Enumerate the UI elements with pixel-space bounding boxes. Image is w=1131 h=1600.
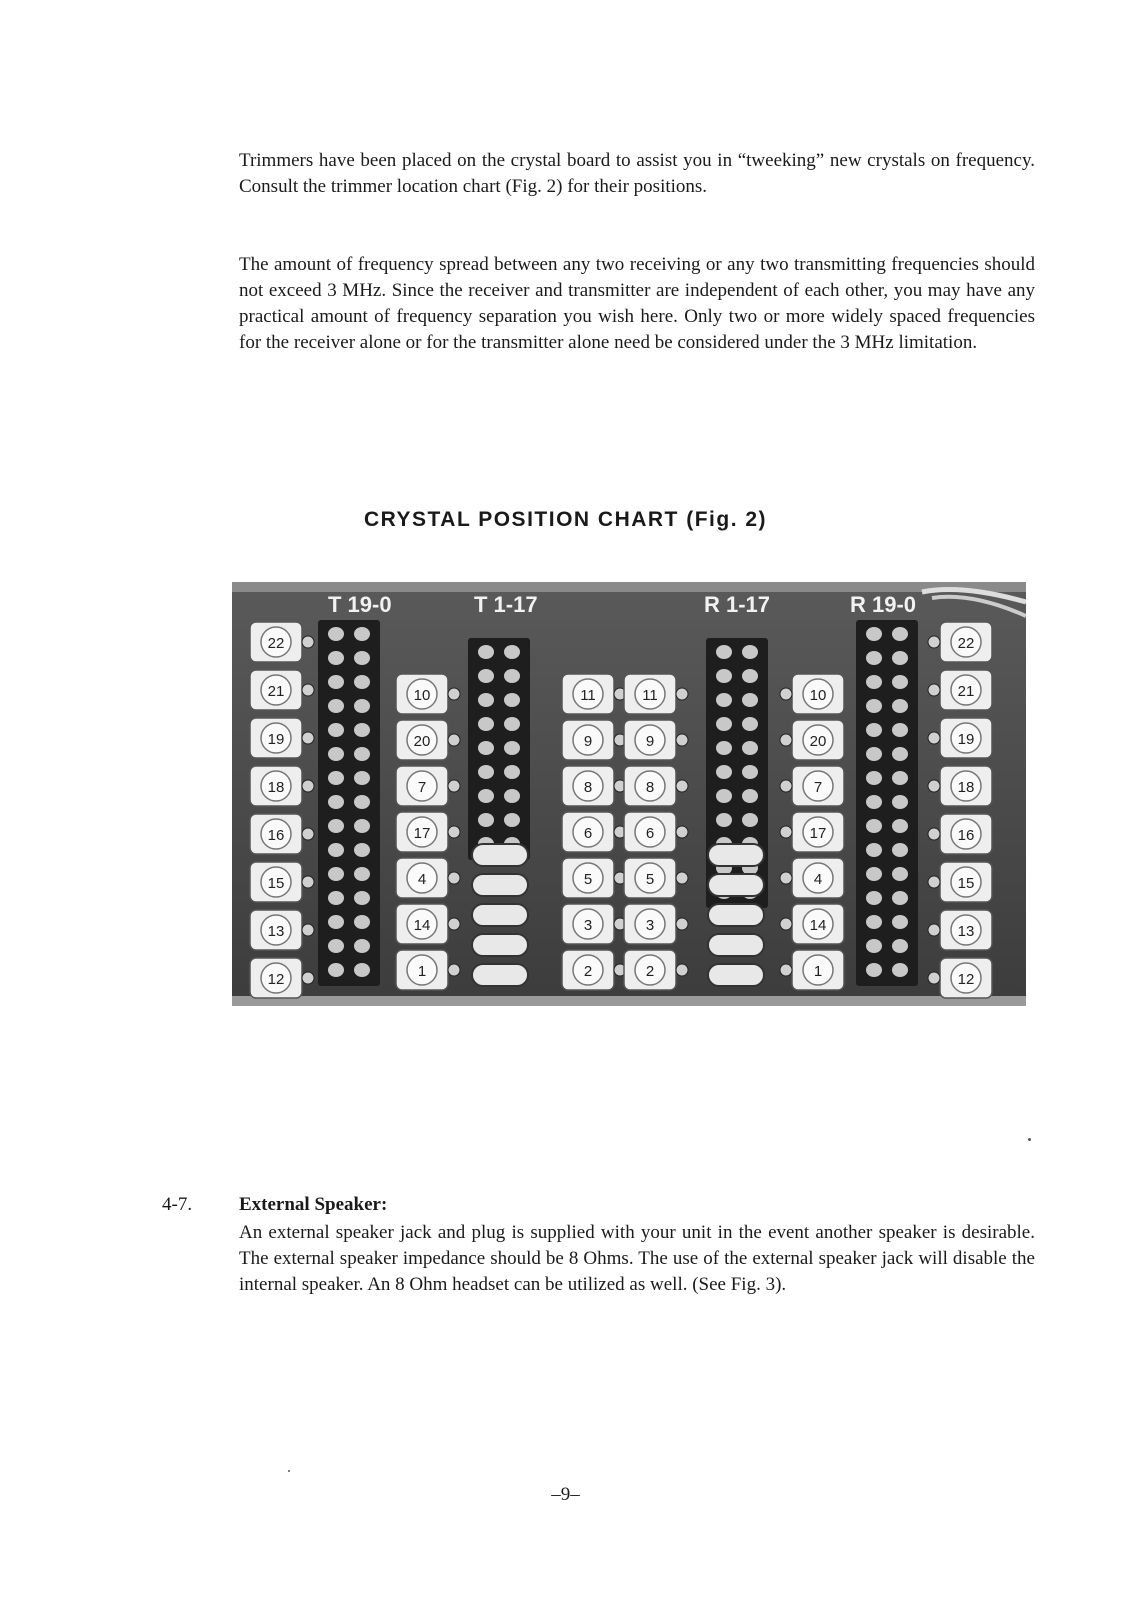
- socket-pin: [892, 939, 908, 953]
- socket-pin: [328, 819, 344, 833]
- socket-pin: [866, 699, 882, 713]
- trimmer-screw: [302, 636, 314, 648]
- socket-pin: [354, 963, 370, 977]
- socket-pin: [328, 915, 344, 929]
- trimmer-number: 14: [413, 917, 431, 934]
- socket-pin: [866, 939, 882, 953]
- page-number: –9–: [551, 1484, 580, 1505]
- trimmer-screw: [448, 780, 460, 792]
- socket-strip: [468, 638, 530, 860]
- socket-pin: [328, 699, 344, 713]
- trimmer-screw: [928, 684, 940, 696]
- socket-pin: [354, 723, 370, 737]
- capacitor: [708, 904, 764, 926]
- trimmer-screw: [448, 826, 460, 838]
- trimmer-screw: [780, 780, 792, 792]
- socket-pin: [354, 843, 370, 857]
- socket-pin: [742, 669, 758, 683]
- socket-pin: [866, 891, 882, 905]
- trimmer-number: 9: [583, 733, 593, 750]
- socket-pin: [478, 717, 494, 731]
- trimmer-number: 3: [583, 917, 593, 934]
- socket-pin: [328, 795, 344, 809]
- socket-pin: [478, 645, 494, 659]
- external-speaker-paragraph: An external speaker jack and plug is supplied with your unit in the event another speaker is desirable. The external speaker impedance should be 8 Ohms. The use of the external speaker jack will disable the internal speaker. An 8 Ohm headset can be utilized as well. (See Fig. 3).: [239, 1222, 1035, 1295]
- socket-pin: [504, 813, 520, 827]
- socket-pin: [892, 843, 908, 857]
- socket-pin: [892, 963, 908, 977]
- capacitor: [708, 934, 764, 956]
- socket-pin: [328, 675, 344, 689]
- socket-pin: [892, 651, 908, 665]
- trimmer-number: 11: [642, 687, 658, 704]
- frequency-spread-paragraph: The amount of frequency spread between any two receiving or any two transmitting frequencies should not exceed 3 MHz. Since the receiver and transmitter are independent of each other, you may have any practical amount of frequency separation you wish here. Only two or more widely spaced frequencies for the receiver alone or for the transmitter alone need be considered under the 3 MHz limitation.: [239, 254, 1035, 353]
- capacitor: [708, 964, 764, 986]
- socket-pin: [328, 963, 344, 977]
- section-number: 4-7.: [162, 1194, 193, 1215]
- socket-pin: [354, 675, 370, 689]
- socket-pin: [716, 813, 732, 827]
- capacitor: [472, 934, 528, 956]
- socket-pin: [892, 795, 908, 809]
- trimmer-number: 18: [957, 779, 975, 796]
- socket-pin: [504, 645, 520, 659]
- figure-title: CRYSTAL POSITION CHART (Fig. 2): [363, 508, 768, 531]
- trimmer-number: 3: [645, 917, 655, 934]
- socket-pin: [866, 963, 882, 977]
- socket-pin: [866, 795, 882, 809]
- trimmer-screw: [780, 826, 792, 838]
- socket-pin: [866, 747, 882, 761]
- socket-pin: [504, 669, 520, 683]
- trimmer-number: 16: [957, 827, 975, 844]
- print-speck: [288, 1470, 290, 1472]
- socket-pin: [328, 771, 344, 785]
- trimmer-number: 22: [267, 635, 285, 652]
- capacitor: [472, 844, 528, 866]
- trimmer-number: 22: [957, 635, 975, 652]
- board-label-r1: R 1-17: [704, 592, 771, 617]
- trimmer-number: 10: [413, 687, 431, 704]
- socket-pin: [354, 867, 370, 881]
- socket-pin: [866, 651, 882, 665]
- socket-pin: [742, 789, 758, 803]
- trimmer-screw: [302, 972, 314, 984]
- trimmer-screw: [780, 872, 792, 884]
- trimmer-number: 5: [583, 871, 593, 888]
- trimmer-screw: [928, 636, 940, 648]
- socket-pin: [328, 651, 344, 665]
- socket-pin: [504, 693, 520, 707]
- socket-pin: [354, 939, 370, 953]
- trimmer-number: 17: [413, 825, 431, 842]
- board-label-r19: R 19-0: [850, 592, 917, 617]
- socket-pin: [478, 669, 494, 683]
- socket-pin: [742, 765, 758, 779]
- trimmer-number: 5: [645, 871, 655, 888]
- trimmer-number: 14: [809, 917, 827, 934]
- trimmer-number: 8: [645, 779, 655, 796]
- socket-pin: [892, 627, 908, 641]
- trimmer-number: 15: [957, 875, 975, 892]
- socket-pin: [478, 765, 494, 779]
- trimmer-number: 20: [809, 733, 827, 750]
- trimmer-number: 18: [267, 779, 285, 796]
- socket-pin: [892, 915, 908, 929]
- trimmer-screw: [448, 872, 460, 884]
- trimmer-number: 4: [813, 871, 823, 888]
- trimmer-screw: [302, 828, 314, 840]
- trimmer-number: 20: [413, 733, 431, 750]
- socket-pin: [742, 741, 758, 755]
- trimmer-number: 19: [267, 731, 285, 748]
- socket-pin: [328, 723, 344, 737]
- socket-pin: [716, 693, 732, 707]
- socket-strip: [706, 638, 768, 908]
- socket-pin: [354, 891, 370, 905]
- socket-pin: [328, 939, 344, 953]
- socket-pin: [354, 915, 370, 929]
- socket-pin: [892, 867, 908, 881]
- socket-pin: [742, 813, 758, 827]
- socket-pin: [504, 717, 520, 731]
- trimmer-number: 2: [645, 963, 655, 980]
- capacitor: [708, 874, 764, 896]
- socket-pin: [892, 819, 908, 833]
- board-label-t1: T 1-17: [474, 592, 538, 617]
- trimmer-number: 6: [583, 825, 593, 842]
- trimmer-number: 12: [957, 971, 975, 988]
- socket-pin: [716, 645, 732, 659]
- socket-pin: [504, 741, 520, 755]
- socket-pin: [354, 627, 370, 641]
- socket-pin: [892, 699, 908, 713]
- print-speck: [1028, 1138, 1031, 1141]
- socket-pin: [866, 843, 882, 857]
- trimmer-screw: [780, 734, 792, 746]
- trimmer-screw: [676, 964, 688, 976]
- trimmer-number: 21: [267, 683, 285, 700]
- socket-pin: [892, 723, 908, 737]
- trimmer-screw: [928, 924, 940, 936]
- socket-pin: [866, 915, 882, 929]
- trimmer-number: 13: [957, 923, 975, 940]
- trimmer-screw: [676, 688, 688, 700]
- socket-pin: [866, 867, 882, 881]
- trimmer-number: 2: [583, 963, 593, 980]
- trimmer-number: 13: [267, 923, 285, 940]
- trimmer-screw: [448, 688, 460, 700]
- section-title: External Speaker:: [239, 1194, 388, 1215]
- trimmer-number: 7: [417, 779, 427, 796]
- trimmer-screw: [928, 876, 940, 888]
- socket-pin: [866, 723, 882, 737]
- socket-pin: [354, 651, 370, 665]
- trimmer-screw: [448, 734, 460, 746]
- trimmer-number: 16: [267, 827, 285, 844]
- socket-pin: [716, 717, 732, 731]
- socket-pin: [742, 717, 758, 731]
- socket-pin: [478, 789, 494, 803]
- trimmer-screw: [928, 828, 940, 840]
- socket-strip: [318, 620, 380, 986]
- socket-strip: [856, 620, 918, 986]
- socket-pin: [354, 747, 370, 761]
- socket-pin: [742, 645, 758, 659]
- trimmer-screw: [448, 918, 460, 930]
- trimmer-screw: [928, 732, 940, 744]
- board-label-t19: T 19-0: [328, 592, 392, 617]
- socket-pin: [866, 627, 882, 641]
- trimmer-screw: [302, 780, 314, 792]
- trimmer-screw: [676, 872, 688, 884]
- socket-pin: [478, 741, 494, 755]
- socket-pin: [354, 819, 370, 833]
- capacitor: [472, 904, 528, 926]
- capacitor: [708, 844, 764, 866]
- trimmer-screw: [780, 918, 792, 930]
- crystal-board-photo: [232, 582, 1026, 1006]
- socket-pin: [328, 843, 344, 857]
- board-bottom-edge: [232, 996, 1026, 1006]
- trimmer-screw: [928, 972, 940, 984]
- trimmer-number: 9: [645, 733, 655, 750]
- socket-pin: [892, 747, 908, 761]
- trimmers-paragraph: Trimmers have been placed on the crystal board to assist you in “tweeking” new crystals on frequency. Consult the trimmer location chart (Fig. 2) for their positions.: [239, 150, 1035, 197]
- trimmer-screw: [302, 924, 314, 936]
- socket-pin: [866, 771, 882, 785]
- trimmer-number: 6: [645, 825, 655, 842]
- trimmer-number: 17: [809, 825, 827, 842]
- trimmer-number: 15: [267, 875, 285, 892]
- socket-pin: [354, 795, 370, 809]
- trimmer-number: 4: [417, 871, 427, 888]
- trimmer-number: 21: [957, 683, 975, 700]
- socket-pin: [328, 891, 344, 905]
- socket-pin: [716, 669, 732, 683]
- trimmer-screw: [676, 734, 688, 746]
- socket-pin: [716, 741, 732, 755]
- trimmer-screw: [780, 964, 792, 976]
- socket-pin: [328, 867, 344, 881]
- socket-pin: [504, 789, 520, 803]
- socket-pin: [354, 771, 370, 785]
- trimmer-screw: [676, 918, 688, 930]
- socket-pin: [892, 675, 908, 689]
- trimmer-screw: [302, 876, 314, 888]
- socket-pin: [478, 693, 494, 707]
- socket-pin: [892, 891, 908, 905]
- socket-pin: [328, 747, 344, 761]
- socket-pin: [866, 675, 882, 689]
- socket-pin: [866, 819, 882, 833]
- socket-pin: [742, 693, 758, 707]
- trimmer-screw: [302, 732, 314, 744]
- trimmer-screw: [676, 780, 688, 792]
- socket-pin: [478, 813, 494, 827]
- socket-pin: [354, 699, 370, 713]
- socket-pin: [504, 765, 520, 779]
- trimmer-screw: [780, 688, 792, 700]
- trimmer-number: 7: [813, 779, 823, 796]
- trimmer-number: 12: [267, 971, 285, 988]
- trimmer-number: 10: [809, 687, 827, 704]
- trimmer-number: 19: [957, 731, 975, 748]
- trimmer-screw: [448, 964, 460, 976]
- trimmer-number: 1: [813, 963, 823, 980]
- board-top-edge: [232, 582, 1026, 592]
- trimmer-screw: [676, 826, 688, 838]
- capacitor: [472, 964, 528, 986]
- socket-pin: [328, 627, 344, 641]
- socket-pin: [892, 771, 908, 785]
- trimmer-screw: [928, 780, 940, 792]
- trimmer-number: 1: [417, 963, 427, 980]
- capacitor: [472, 874, 528, 896]
- socket-pin: [716, 765, 732, 779]
- trimmer-number: 8: [583, 779, 593, 796]
- trimmer-screw: [302, 684, 314, 696]
- trimmer-number: 11: [580, 687, 596, 704]
- socket-pin: [716, 789, 732, 803]
